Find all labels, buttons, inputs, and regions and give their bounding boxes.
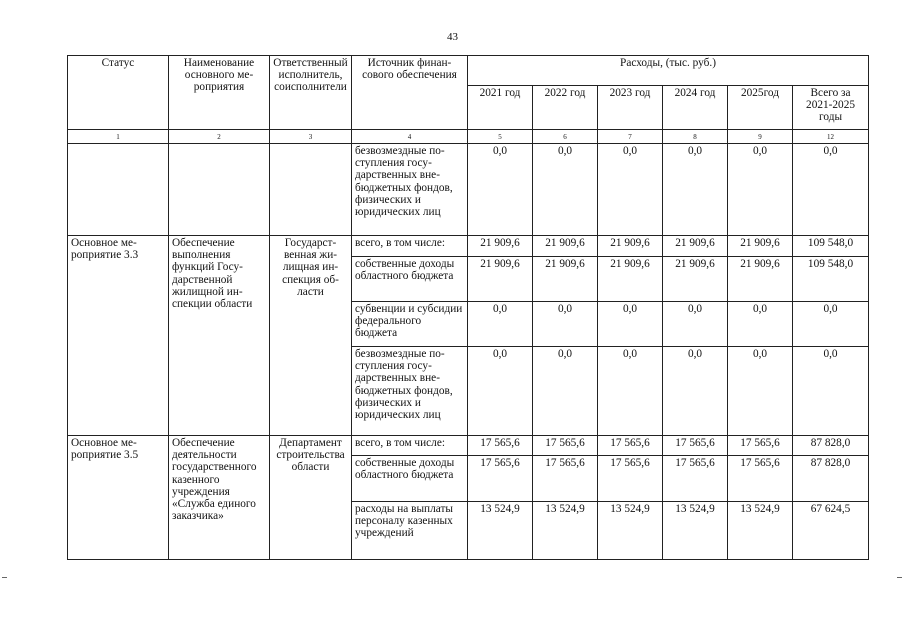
- amount-cell: 21 909,6: [728, 236, 793, 257]
- header-activity-name: Наименование основного мероприятия: [169, 56, 270, 130]
- status-cell-empty: [68, 144, 169, 236]
- amount-cell: 17 565,6: [663, 436, 728, 456]
- amount-cell: 17 565,6: [468, 436, 533, 456]
- funding-source-cell: безвозмездные поступления государственных внебюджетных фондов, физических и юридических лиц: [352, 347, 468, 436]
- amount-cell: 21 909,6: [533, 236, 598, 257]
- amount-cell: 21 909,6: [533, 257, 598, 302]
- amount-cell: 0,0: [728, 144, 793, 236]
- column-number: 9: [728, 130, 793, 144]
- amount-cell: 0,0: [663, 144, 728, 236]
- total-cell: 109 548,0: [793, 257, 869, 302]
- total-cell: 87 828,0: [793, 456, 869, 502]
- amount-cell: 0,0: [468, 302, 533, 347]
- amount-cell: 0,0: [533, 144, 598, 236]
- header-year: 2023 год: [598, 86, 663, 130]
- amount-cell: 0,0: [728, 347, 793, 436]
- column-number: 6: [533, 130, 598, 144]
- status-cell: Основное мероприятие 3.3: [68, 236, 169, 436]
- amount-cell: 17 565,6: [533, 456, 598, 502]
- amount-cell: 13 524,9: [598, 502, 663, 560]
- header-year: 2024 год: [663, 86, 728, 130]
- amount-cell: 21 909,6: [728, 257, 793, 302]
- amount-cell: 17 565,6: [533, 436, 598, 456]
- header-responsible: Ответственный исполнитель, соисполнители: [270, 56, 352, 130]
- amount-cell: 17 565,6: [663, 456, 728, 502]
- total-cell: 0,0: [793, 302, 869, 347]
- responsible-cell-empty: [270, 144, 352, 236]
- amount-cell: 13 524,9: [728, 502, 793, 560]
- total-cell: 67 624,5: [793, 502, 869, 560]
- amount-cell: 0,0: [598, 302, 663, 347]
- column-number: 8: [663, 130, 728, 144]
- table-row: [68, 144, 869, 236]
- amount-cell: 21 909,6: [468, 236, 533, 257]
- amount-cell: 0,0: [598, 347, 663, 436]
- amount-cell: 21 909,6: [598, 257, 663, 302]
- header-status: Статус: [68, 56, 169, 130]
- scan-margin-mark: [897, 577, 902, 578]
- name-cell-empty: [169, 144, 270, 236]
- column-number: 12: [793, 130, 869, 144]
- total-cell: 0,0: [793, 144, 869, 236]
- activity-name-cell: Обеспечение деятельности государственного казенного учреждения «Служба единого заказчика»: [169, 436, 270, 560]
- amount-cell: 13 524,9: [468, 502, 533, 560]
- amount-cell: 21 909,6: [663, 257, 728, 302]
- funding-source-cell: собственные доходы областного бюджета: [352, 456, 468, 502]
- amount-cell: 17 565,6: [598, 436, 663, 456]
- amount-cell: 21 909,6: [663, 236, 728, 257]
- page-number: 43: [447, 31, 458, 43]
- table-row: [68, 436, 869, 456]
- header-year: 2021 год: [468, 86, 533, 130]
- total-cell: 109 548,0: [793, 236, 869, 257]
- amount-cell: 13 524,9: [663, 502, 728, 560]
- header-year: 2025год: [728, 86, 793, 130]
- column-number: 7: [598, 130, 663, 144]
- amount-cell: 17 565,6: [468, 456, 533, 502]
- responsible-cell: Государственная жилищная инспекция области: [270, 236, 352, 436]
- amount-cell: 17 565,6: [728, 436, 793, 456]
- funding-source-cell: собственные доходы областного бюджета: [352, 257, 468, 302]
- status-cell: Основное мероприятие 3.5: [68, 436, 169, 560]
- header-total: Всего за 2021-2025 годы: [793, 86, 869, 130]
- column-number: 1: [68, 130, 169, 144]
- activity-name-cell: Обеспечение выполнения функций Государственной жилищной инспекции области: [169, 236, 270, 436]
- budget-table: [67, 55, 869, 560]
- amount-cell: 0,0: [533, 302, 598, 347]
- amount-cell: 17 565,6: [728, 456, 793, 502]
- amount-cell: 0,0: [663, 302, 728, 347]
- amount-cell: 17 565,6: [598, 456, 663, 502]
- funding-source-cell: безвозмездные поступления государственных внебюджетных фондов, физических и юридических лиц: [352, 144, 468, 236]
- amount-cell: 21 909,6: [468, 257, 533, 302]
- funding-source-cell: субвенции и субсидии федерального бюджета: [352, 302, 468, 347]
- header-funding-source: Источник финансового обеспечения: [352, 56, 468, 130]
- header-year: 2022 год: [533, 86, 598, 130]
- table-row: [68, 236, 869, 257]
- amount-cell: 13 524,9: [533, 502, 598, 560]
- funding-source-cell: всего, в том числе:: [352, 236, 468, 257]
- total-cell: 87 828,0: [793, 436, 869, 456]
- amount-cell: 0,0: [533, 347, 598, 436]
- funding-source-cell: всего, в том числе:: [352, 436, 468, 456]
- amount-cell: 0,0: [468, 144, 533, 236]
- responsible-cell: Департамент строительства области: [270, 436, 352, 560]
- amount-cell: 0,0: [598, 144, 663, 236]
- column-number: 4: [352, 130, 468, 144]
- amount-cell: 0,0: [663, 347, 728, 436]
- header-expenses: Расходы, (тыс. руб.): [468, 56, 869, 86]
- total-cell: 0,0: [793, 347, 869, 436]
- column-number: 5: [468, 130, 533, 144]
- funding-source-cell: расходы на выплаты персоналу казенных учреждений: [352, 502, 468, 560]
- amount-cell: 0,0: [728, 302, 793, 347]
- scan-margin-mark: [2, 577, 7, 578]
- column-number: 2: [169, 130, 270, 144]
- amount-cell: 21 909,6: [598, 236, 663, 257]
- column-number: 3: [270, 130, 352, 144]
- amount-cell: 0,0: [468, 347, 533, 436]
